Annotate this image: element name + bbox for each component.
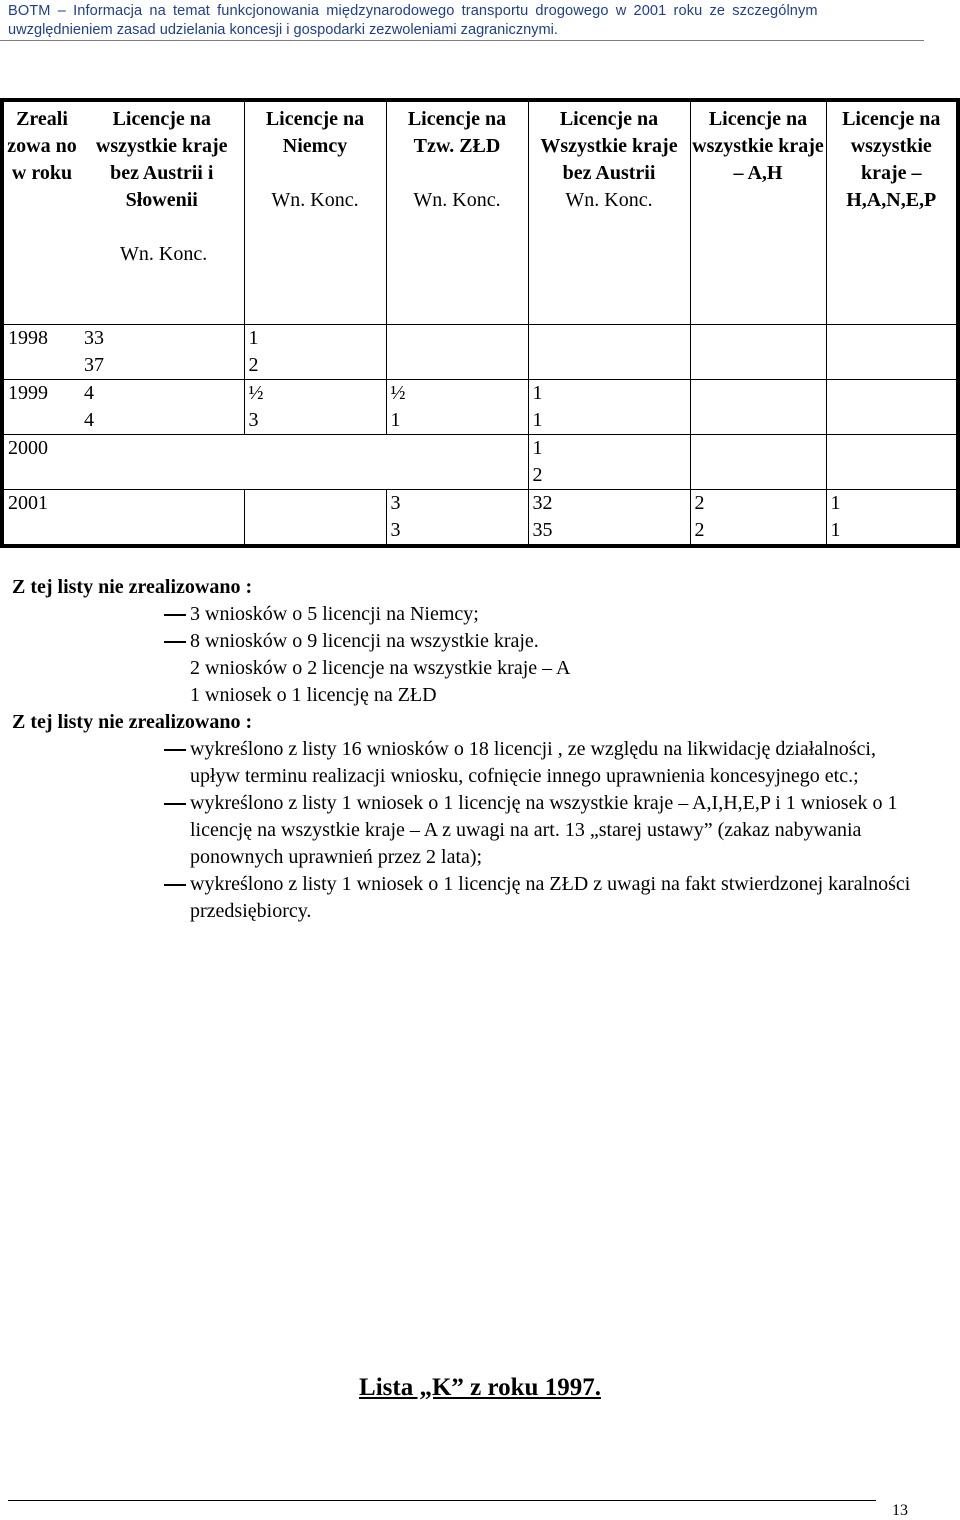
cell-c3: ½ 1	[386, 380, 528, 435]
col-header-all-except-at: Licencje na Wszystkie kraje bez Austrii Wn. Konc.	[528, 100, 690, 325]
list-item-continued: 1 wniosek o 1 licencję na ZŁD	[190, 684, 437, 706]
header-line-1: BOTM – Informacja na temat funkcjonowania międzynarodowego transportu drogowego w 2001 roku ze szczególnym	[8, 3, 818, 19]
cell-year: 1999	[2, 380, 80, 435]
table-row	[2, 380, 958, 435]
list-item: wykreślono z listy 1 wniosek o 1 licencję na ZŁD z uwagi na fakt stwierdzonej karalności przedsiębiorcy.	[12, 871, 912, 925]
list-k-title: Lista „K” z roku 1997.	[359, 1374, 601, 1401]
table-header-row	[2, 100, 958, 325]
cell-c5	[690, 435, 826, 490]
cell-c4: 1 2	[528, 435, 690, 490]
col-header-all-except-at-si: Licencje na wszystkie kraje bez Austrii i Słowenii Wn. Konc.	[80, 100, 244, 325]
table-row	[2, 490, 958, 547]
table-row	[2, 435, 958, 490]
cell-c5: 2 2	[690, 490, 826, 547]
col-header-year: Zreali zowa no w roku	[2, 100, 80, 325]
notes-heading-2: Z tej listy nie zrealizowano :	[12, 711, 253, 733]
col-header-zld: Licencje na Tzw. ZŁD Wn. Konc.	[386, 100, 528, 325]
cell-c1	[80, 490, 244, 547]
list-item-continued: 2 wniosków o 2 licencje na wszystkie kraje – A	[190, 657, 571, 679]
cell-c3: 3 3	[386, 490, 528, 547]
notes-heading-1: Z tej listy nie zrealizowano :	[12, 576, 253, 598]
col-header-ah: Licencje na wszystkie kraje – A,H	[690, 100, 826, 325]
col-header-hanep: Licencje na wszystkie kraje – H,A,N,E,P	[826, 100, 958, 325]
list-item: wykreślono z listy 1 wniosek o 1 licencję na wszystkie kraje – A,I,H,E,P i 1 wniosek o 1 licencję na wszystkie kraje – A z uwagi na art. 13 „starej ustawy” (zakaz nabywania ponownych uprawnień przez 2 lata);	[12, 790, 912, 871]
cell-c6	[826, 325, 958, 380]
cell-c1: 4 4	[80, 380, 244, 435]
list-item: 3 wniosków o 5 licencji na Niemcy;	[12, 601, 912, 628]
cell-c6: 1 1	[826, 490, 958, 547]
licence-table	[0, 98, 960, 548]
header-line-2: uwzględnieniem zasad udzielania koncesji i gospodarki zezwoleniami zagranicznymi.	[8, 22, 558, 38]
cell-c6	[826, 435, 958, 490]
cell-empty-span	[80, 435, 528, 490]
page-number: 13	[892, 1502, 908, 1519]
cell-c3	[386, 325, 528, 380]
list-item: wykreślono z listy 16 wniosków o 18 licencji , ze względu na likwidację działalności, upływ terminu realizacji wniosku, cofnięcie innego uprawnienia koncesyjnego etc.;	[12, 736, 912, 790]
cell-c2	[244, 490, 386, 547]
cell-c5	[690, 380, 826, 435]
cell-year: 2001	[8, 492, 48, 514]
cell-year: 2000	[2, 435, 80, 490]
cell-c2: 1 2	[244, 325, 386, 380]
running-header	[0, 0, 924, 41]
cell-c6	[826, 380, 958, 435]
cell-c2: ½ 3	[244, 380, 386, 435]
notes-section	[12, 574, 912, 925]
cell-c5	[690, 325, 826, 380]
cell-c4: 32 35	[528, 490, 690, 547]
col-header-germany: Licencje na Niemcy Wn. Konc.	[244, 100, 386, 325]
table-row	[2, 325, 958, 380]
list-item: 8 wniosków o 9 licencji na wszystkie kraje.	[12, 628, 912, 655]
cell-c4: 1 1	[528, 380, 690, 435]
cell-c1: 33 37	[80, 325, 244, 380]
cell-c4	[528, 325, 690, 380]
cell-year: 1998	[2, 325, 80, 380]
footer-rule	[8, 1500, 876, 1501]
